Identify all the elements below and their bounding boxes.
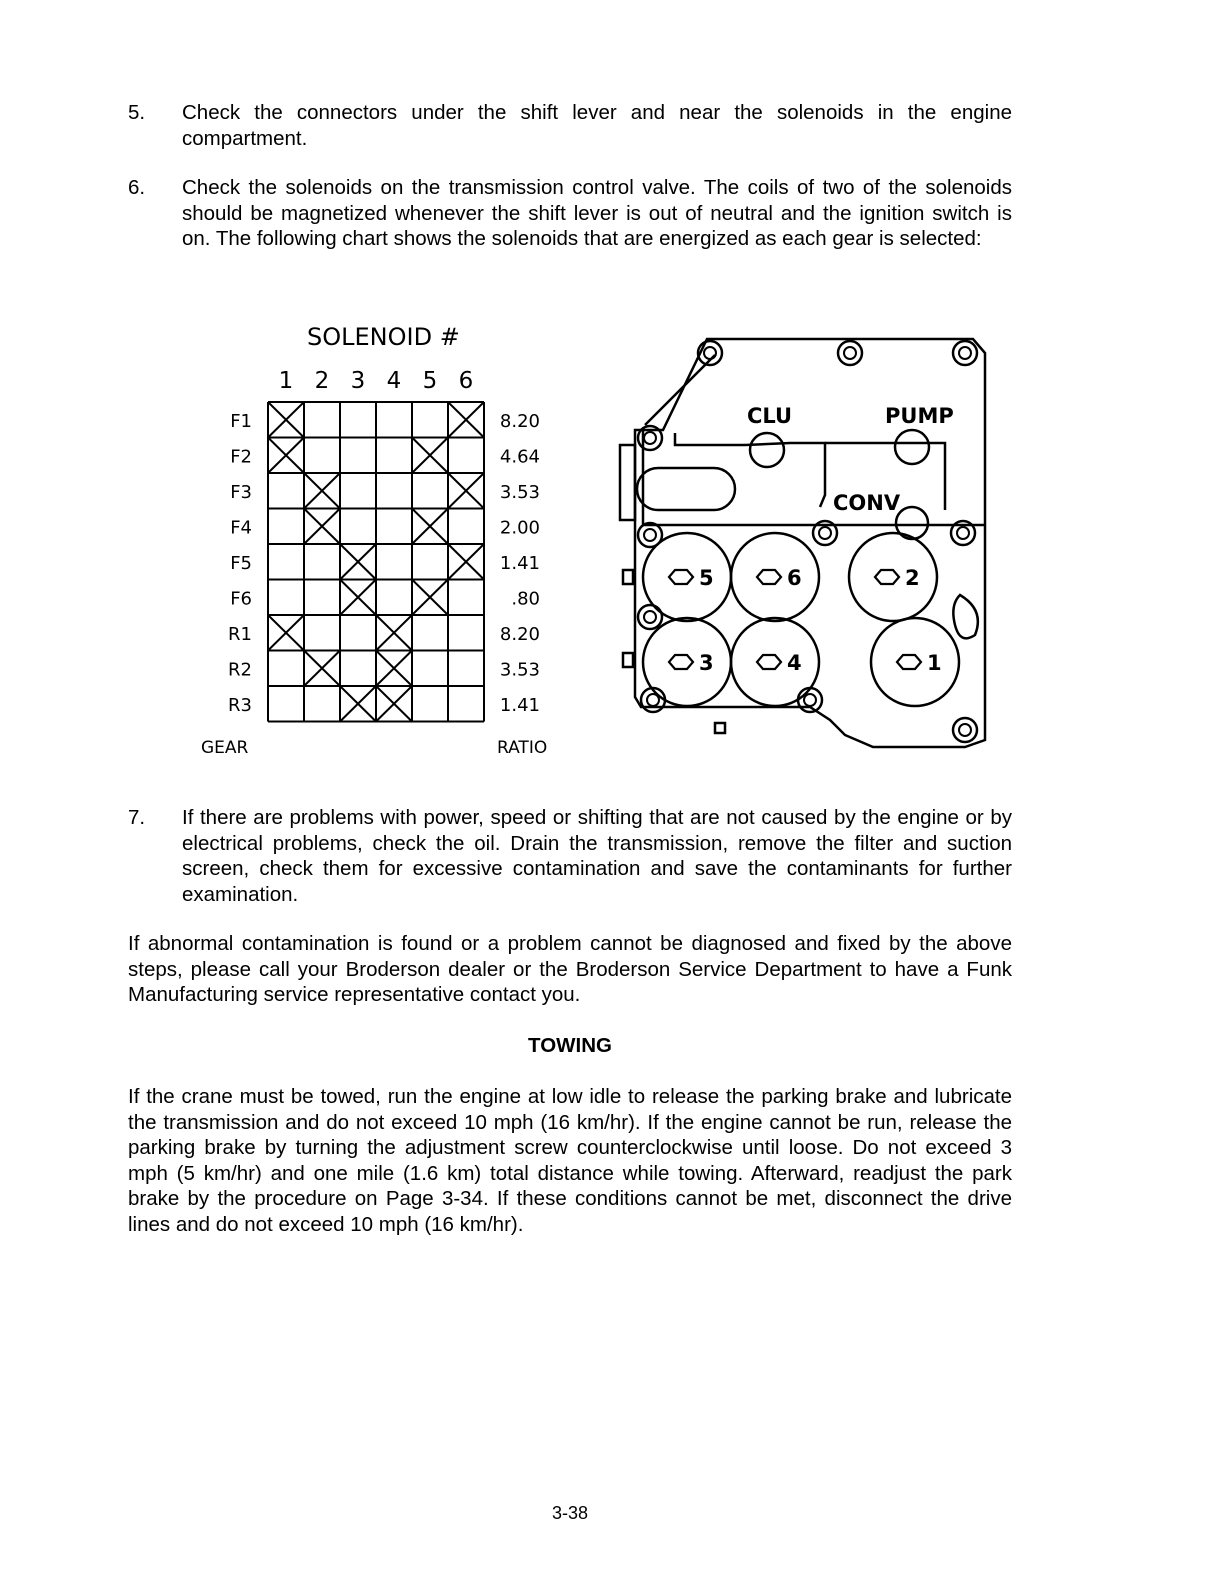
side-lobe (953, 595, 978, 638)
ratio-value: 1.41 (499, 694, 540, 716)
bolt-icon (638, 523, 662, 547)
solenoid-column-label: 4 (386, 368, 402, 394)
bolt-icon (953, 341, 977, 365)
ratio-value: 1.41 (499, 552, 540, 574)
energized-cross-mark (340, 580, 376, 616)
gear-label: F4 (230, 517, 252, 539)
energized-cross-mark (376, 686, 412, 722)
energized-cross-mark (448, 402, 484, 438)
step-7-number: 7. (128, 806, 146, 829)
housing-bolts (638, 341, 977, 742)
solenoid-label-3: 3 (699, 651, 714, 675)
step-7-text: If there are problems with power, speed or shifting that are not caused by the engine or by electrical problems, check the oil. Drain the transmission, remove the filter and suction screen, check them for excessive contamination and save the contaminants for further examination. (182, 806, 1012, 906)
gear-label: F2 (230, 446, 252, 468)
hex-nut-icon (669, 570, 693, 584)
energized-cross-mark (412, 580, 448, 616)
step-6-text: Check the solenoids on the transmission control valve. The coils of two of the solenoids should be magnetized whenever the shift lever is out of neutral and the ignition switch is on. The following chart shows the solenoids that are energized as each gear is selected: (182, 176, 1012, 250)
connector-stub-bottom (715, 723, 725, 733)
pump-port (895, 430, 929, 464)
solenoid-2-body (849, 533, 937, 621)
ratio-header: RATIO (497, 738, 548, 758)
pump-label: PUMP (885, 404, 954, 428)
solenoid-3-body (643, 618, 731, 706)
step-6 (128, 175, 1012, 252)
ratio-value: 3.53 (499, 481, 540, 503)
ratio-value: 4.64 (499, 446, 540, 468)
solenoid-column-label: 3 (350, 368, 366, 394)
oval-port (637, 468, 735, 510)
step-5-number: 5. (128, 101, 146, 124)
hex-nut-icon (757, 655, 781, 669)
solenoid-label-1: 1 (927, 651, 942, 675)
solenoid-1-body (871, 618, 959, 706)
solenoid-4-body (731, 618, 819, 706)
chart-title: SOLENOID # (307, 323, 460, 351)
bolt-icon (953, 718, 977, 742)
ratio-value: 3.53 (499, 659, 540, 681)
hex-nut-icon (757, 570, 781, 584)
solenoid-column-label: 5 (422, 368, 438, 394)
ratio-labels (500, 411, 540, 716)
bolt-icon (638, 605, 662, 629)
step-5-text: Check the connectors under the shift lever and near the solenoids in the engine compartment. (182, 101, 1012, 150)
energized-cross-mark (412, 509, 448, 545)
solenoid-grid (268, 402, 484, 722)
page-number: 3-38 (551, 1503, 589, 1523)
housing-inner-edge (645, 355, 715, 425)
ratio-value: 8.20 (499, 623, 540, 645)
solenoid-6-body (731, 533, 819, 621)
column-headers (279, 368, 474, 394)
gear-label: R3 (228, 694, 252, 716)
ratio-value: 8.20 (499, 410, 540, 432)
step-6-number: 6. (128, 176, 146, 199)
conv-label: CONV (833, 491, 901, 515)
energized-cross-mark (412, 438, 448, 474)
ratio-value: .80 (511, 588, 540, 610)
hex-nut-icon (897, 655, 921, 669)
towing-paragraph: If the crane must be towed, run the engine at low idle to release the parking brake and lubricate the transmission and do not exceed 10 mph (16 km/hr). If the engine cannot be run, release the parking brake by turning the adjustment screw counterclockwise until loose. Do not exceed 3 mph (5 km/hr) and one mile (1.6 km) total distance while towing. Afterward, readjust the park brake by the procedure on Page 3-34. If these conditions cannot be met, disconnect the drive lines and do not exceed 10 mph (16 km/hr). (128, 1085, 1012, 1236)
hex-nut-icon (669, 655, 693, 669)
connector-stub-lower (623, 653, 633, 667)
connector-stub-upper (623, 570, 633, 584)
bolt-icon (838, 341, 862, 365)
solenoid-column-label: 1 (278, 368, 294, 394)
gear-label: F5 (230, 552, 252, 574)
control-valve-diagram (615, 325, 995, 755)
energized-cross-mark (448, 473, 484, 509)
step-7 (128, 805, 1012, 907)
clu-port (750, 433, 784, 467)
energized-cross-mark (376, 615, 412, 651)
energized-cross-mark (340, 544, 376, 580)
energized-cross-mark (304, 509, 340, 545)
left-boss (620, 445, 635, 520)
valve-housing (635, 339, 985, 747)
solenoid-label-5: 5 (699, 566, 714, 590)
solenoid-label-4: 4 (787, 651, 802, 675)
energized-cross-mark (340, 686, 376, 722)
energized-cross-mark (304, 473, 340, 509)
towing-heading: TOWING (528, 1034, 612, 1057)
gear-label: F6 (230, 588, 252, 610)
gear-label: R2 (228, 659, 252, 681)
gear-label: F1 (230, 410, 252, 432)
solenoid-label-2: 2 (905, 566, 920, 590)
clu-label: CLU (747, 404, 793, 428)
energized-cross-mark (268, 615, 304, 651)
solenoid-column-label: 6 (458, 368, 474, 394)
solenoid-label-6: 6 (787, 566, 802, 590)
energized-cross-mark (268, 402, 304, 438)
contamination-paragraph: If abnormal contamination is found or a problem cannot be diagnosed and fixed by the above steps, please call your Broderson dealer or the Broderson Service Department to have a Funk Manufacturing service representative contact you. (128, 932, 1012, 1006)
ratio-value: 2.00 (499, 517, 540, 539)
step-5 (128, 100, 1012, 151)
solenoid-column-label: 2 (314, 368, 330, 394)
energized-cross-mark (376, 651, 412, 687)
gear-labels (228, 411, 252, 716)
gear-label: R1 (228, 623, 252, 645)
energized-cross-mark (448, 544, 484, 580)
gear-header: GEAR (201, 738, 249, 758)
hex-nut-icon (875, 570, 899, 584)
energized-cross-mark (268, 438, 304, 474)
energized-cross-mark (304, 651, 340, 687)
solenoid-chart (190, 310, 570, 770)
gear-label: F3 (230, 481, 252, 503)
